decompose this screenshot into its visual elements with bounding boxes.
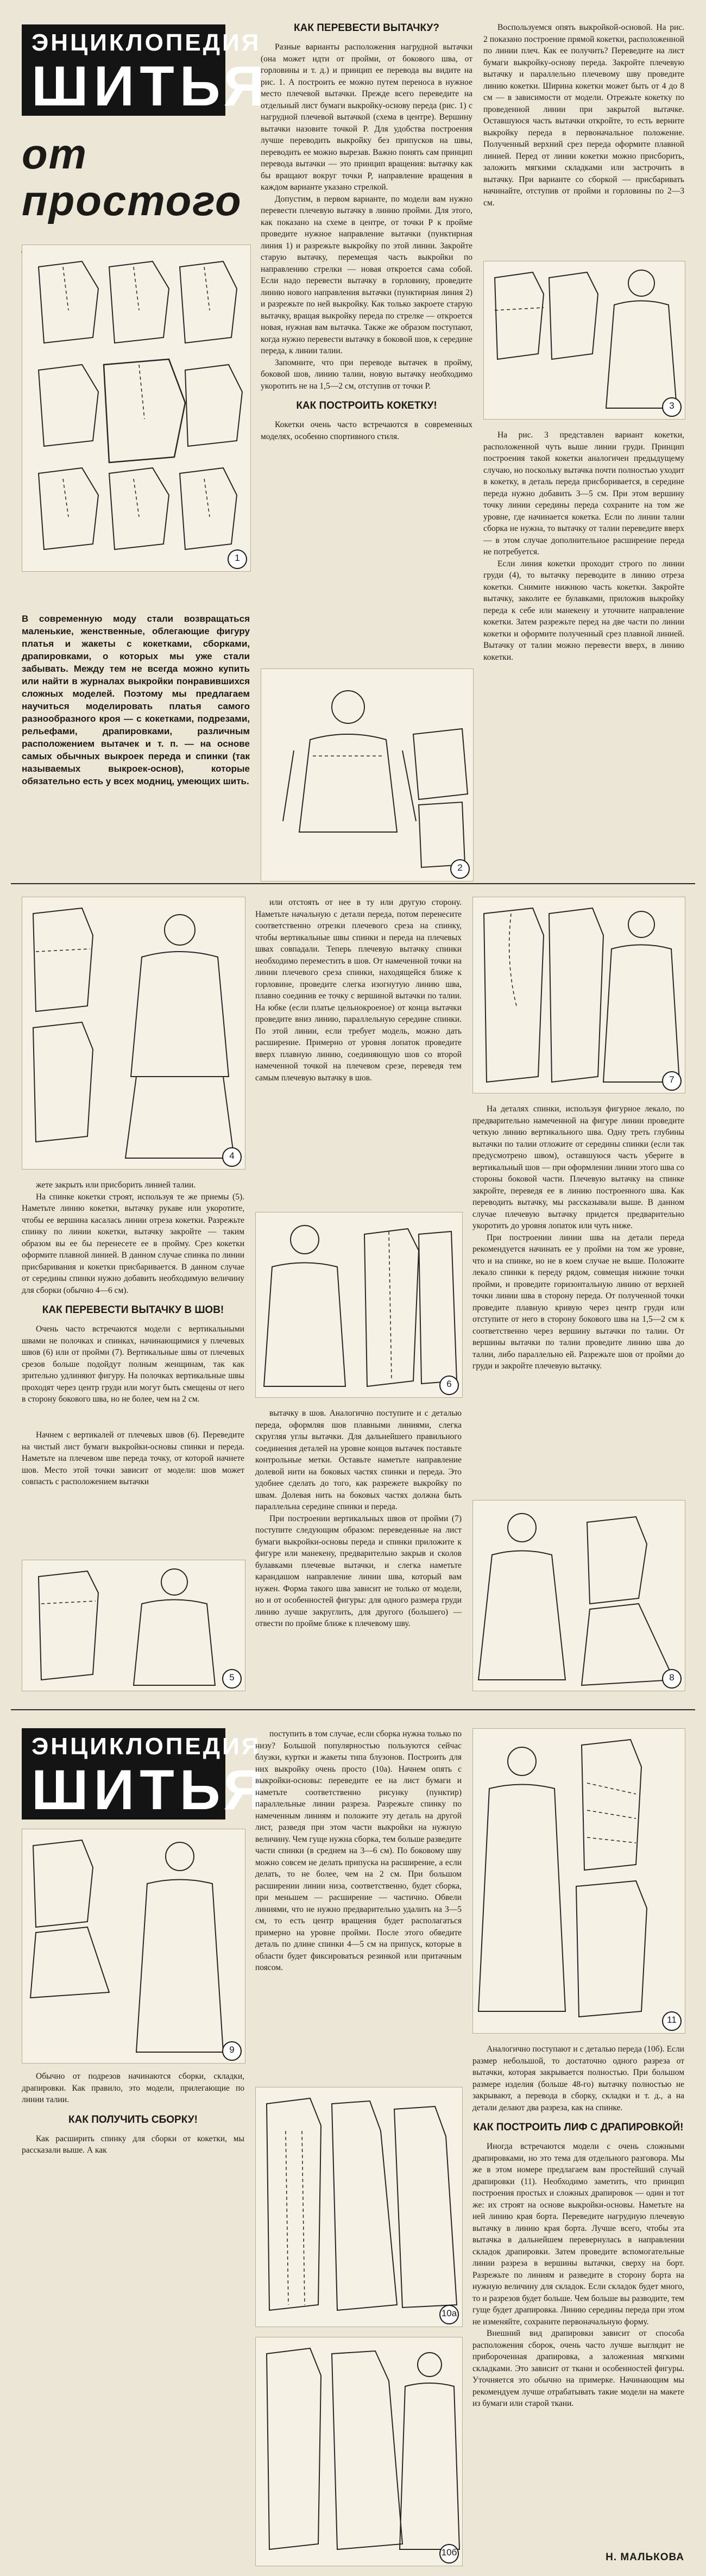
series-top-2: ЭНЦИКЛОПЕДИЯ [31,1733,261,1760]
column-middle-bottom [255,1728,462,2076]
figure-9 [22,1829,245,2064]
dart-paragraph-3: Запомните, что при переводе вытачек в пройму, боковой шов, линию талии, новую вытачку необходимо укоротить не на 1,5—2 см, отступив от точки Р. [261,358,472,391]
section-divider-2 [11,1709,695,1710]
author-signature: Н. МАЛЬКОВА [606,2552,684,2563]
figure-2 [261,668,474,881]
drapery-paragraph-2: Внешний вид драпировки зависит от способа расположения сборок, очень часто лучше выглядит не прибороченная драпировка, а заложенная мягкими складками. Это зависит от ткани и особенностей фигуры. Уточняется это обычно на примерке. Начинающим мы рекомендуем лучше отрабатывать такие модели на макете из бумаги или старой ткани. [472,2329,684,2408]
figure-7-drawing [473,897,685,1093]
figure-7 [472,897,685,1093]
figure-3-drawing [484,261,685,419]
series-bottom-2: ШИТЬЯ [31,1759,270,1822]
figure-6-number: 6 [439,1375,459,1395]
seam-paragraph-3: или отстоять от нее в ту или другую сторону. Наметьте начальную с детали переда, потом перенесите соответственно отрезки плечевого среза на спинку, чтобы вертикальные швы спинки и переда на плечевых швах совпадали. Теперь плечевую вытачку спинки необходимо переместить в шов. От намеченной точки на линии плечевого среза спинки, находящейся ближе к горловине, проведите слегка изогнутую линию шва, плавно соединив ее точку с вершиной вытачки по талии. На юбке (если платье цельнокроеное) от конца вытачки проведите вниз линию, параллельную середине спинки. По этой линии, если требует модель, можно дать расширение. Примерно от уровня лопаток проведите вверх плавную линию, соединяющую шов со второй намеченной точкой на плечевом срезе, переведя тем самым плечевую вытачку в шов. [255,898,462,1083]
drapery-paragraph-1: Иногда встречаются модели с очень сложными драпировками, но это тема для отдельного разговора. Мы же в этом номере предлагаем вам простейший случай драпировки (11). Необходимо заметить, что принцип построения простых и сложных драпировок — один и тот же: их строят на основе выкройки-основы. Наметьте на ней линию края борта. Переведите нагрудную плечевую вытачку в линию края борта. Лучше всего, чтобы эта вытачка в дальнейшем перевернулась в направлении складок драпировки. Затем проведите вспомогательные линии разреза в вершины вытачки, сверху на борт. Разрежьте по линиям и разведите в сторону борта на нужную величину для складок. Если складок будет много, то и разрезов будет больше. Чем больше вы разводите, тем гуще будет драпировка. Линию середины переда при этом не изменяйте, сохраните первоначальную форму. [472,2142,684,2327]
seam-paragraph-5: При построении вертикальных швов от пройми (7) поступите следующим образом: переведенные на лист бумаги выкройки-основы переда и спинки приложите к фигуре или манекену, предварительно закрыв и сколов булавками плечевые вытачки, и слегка наметьте карандашом направление линии шва, который вам нужен. Форма такого шва зависит не только от модели, но и от особенностей фигуры: для одного размера груди линию лучше закруглить, для другого (большего) — отвести по пройме ближе к плечевому шву. [255,1514,462,1628]
figure-7-number: 7 [662,1071,682,1091]
figure-8-number: 8 [662,1669,682,1689]
column-left-bottom [22,2071,244,2571]
figure-11-drawing [473,1729,685,2033]
figure-3-number: 3 [662,397,682,417]
figure-6 [255,1212,463,1398]
figure-9-number: 9 [222,2041,242,2061]
column-middle-middle [255,897,462,1201]
figure-11-number: 11 [662,2011,682,2031]
back-yoke-paragraph-1: жете закрыть или присборить линией талии. [36,1180,196,1190]
dart-paragraph-1: Разные варианты расположения нагрудной вытачки (она может идти от пройми, от бокового шва, от горловины и т. д.) и принцип ее перевода вы видите на рис. 1. А построить ее можно путем переноса в нужное место плечевой вытачки. Прежде всего переведите на отдельный лист бумаги выкройку-основу переда (рис. 1) с нагрудной плечевой вытачкой (схема в центре). Вершину вытачки назовите точкой Р. Для удобства построения лучше переводить выкройку без припусков на швы, переводить ее можно вырезав. Важно понять сам принцип перевода вытачки — это принцип вращения: вытачку как бы вращают вокруг точки Р, направление вращения в каждом варианте указано стрелкой. [261,42,472,192]
column-right-top [483,22,684,255]
figure-5 [22,1560,245,1691]
figure-2-number: 2 [450,859,470,879]
back-yoke-paragraph-2: На спинке кокетки строят, используя те же приемы (5). Наметьте линию кокетки, вытачку рукаве или укоротите, чтобы ее вершина касалась линии отреза кокетки. Разрежьте спинку по линии кокетки, вытачку закройте — таким образом вы ее бы перенесете ее в пройму. Срез кокетки оформите плавной линией. В данном случае спинка по линии присбаривания и кокетки присбаривается. В данном случае от середины спинки нужно добавить необходимую величину для сборки (обычно 4—6 см). [22,1192,244,1295]
column-middle-middle-2 [255,1408,462,1690]
column-right-bottom [483,429,684,886]
gather-paragraph-3: Аналогично поступают и с деталью переда (10б). Если размер небольшой, то достаточно одного разреза от вытачки, которая закрывается полностью. При большом размере изделия (больше 48-го) вытачку полностью не закрывают, а перевода в сборку, складки и т. д., а на детали делают два разреза, как на спинке. [472,2044,684,2112]
yoke-paragraph-2: Воспользуемся опять выкройкой-основой. На рис. 2 показано построение прямой кокетки, расположенной по линии плеч. Как ее получить? Переведите на лист бумаги выкройку-основу переда. Закройте плечевую вытачку и параллельно плечевому шву проведите линию кокетки. Ширина кокетки может быть от 4 до 8 см — в зависимости от модели. Отрежьте кокетку по проведенной линии при закрытой вытачке. Оставшуюся часть вытачки откройте, то есть верните выкройку переда в первоначальное положение. Полученный верхний срез переда оформите плавной линией. Перед от линии кокетки можно присборить, заложить мягкими складками или застрочить в вытачку. При варианте со сборкой — присбаривать начинайте, отступив от пройми и горловины по 2—3 см. [483,23,684,208]
figure-5-number: 5 [222,1669,242,1689]
column-right-bottom-2 [472,2043,684,2543]
figure-10a-number: 10а [439,2305,459,2324]
section-bottom [0,1717,706,2576]
figure-3 [483,261,685,420]
figure-2-drawing [261,669,473,881]
series-bottom: ШИТЬЯ [31,55,270,118]
section-middle [0,886,706,1701]
figure-10b-drawing [256,2337,462,2566]
figure-4 [22,897,245,1170]
figure-9-drawing [22,1829,245,2063]
seam-paragraph-2: Начнем с вертикалей от плечевых швов (6). Переведите на чистый лист бумаги выкройки-основы спинки и переда. Наметьте на плечевом шве переда точку, от которой начнете шов. Место этой точки зависит от модели: шов может совпасть с расположением вытачки [22,1430,244,1486]
figure-4-number: 4 [222,1147,242,1167]
heading-underbust: КАК ПОЛУЧИТЬ СБОРКУ! [68,2114,198,2125]
series-top: ЭНЦИКЛОПЕДИЯ [31,29,261,56]
figure-6-drawing [256,1212,462,1397]
seam-paragraph-7: При построении линии шва на детали переда рекомендуется начинать ее у пройми на том же уровне, что и на спинке, но не в коем случае не выше. Положите лекало спинки к переду рядом, совмещая нижние точки пройми, и проведите горизонтальную линию от верхней точки линии шва в сторону переда. От полученной точки проведите плавную кривую через центр груди или отступите от него в сторону бокового шва на 1,5—2 см к соответственно через вершину вытачки по талии. От вершины вытачки по талии проведите линию шва до талии, либо параллельно ей. Разрежьте шов от пройми до груди и закройте плечевую вытачку. [472,1233,684,1371]
figure-8 [472,1500,685,1691]
yoke-paragraph-1: Кокетки очень часто встречаются в современных моделях, особенно спортивного стиля. [261,420,472,441]
heading-dart: КАК ПЕРЕВЕСТИ ВЫТАЧКУ? [294,22,439,34]
heading-yoke: КАК ПОСТРОИТЬ КОКЕТКУ! [296,400,437,411]
seam-paragraph-4: вытачку в шов. Аналогично поступите и с деталью переда, оформляя шов плавными линиями, слегка скругляя углы вытачки. Для дальнейшего правильного соединения деталей на уровне концов вытачек поставьте контрольные метки. Оставьте наметьте направление долевой нити на боковых частях спинки и переда. Это удобнее сделать до того, как разрежете выкройку по швам. Долевая нить на боковых частях должна быть параллельна середине спинки и переда. [255,1409,462,1511]
intro-text: В современную моду стали возвращаться маленькие, женственные, облегающие фигуру платья и жакеты с кокетками, сборками, драпировками, о которых мы уже стали забывать. Между тем не всегда можно купить или найти в журналах выкройки понравившихся сложных моделей. Поэтому мы предлагаем научиться моделировать платья самого разнообразного кроя — с кокетками, подрезами, рельефами, драпировками, различным расположением вытачек и т. п. — на основе самых обычных выкроек переда и спинки (так называемых выкроек-основ), которые обязательно есть у всех модниц, умеющих шить. [22,614,250,786]
figure-10a [255,2087,463,2327]
figure-4-drawing [22,897,245,1169]
figure-1-drawing [22,245,250,571]
underbust-paragraph-1: Как расширить спинку для сборки от кокетки, мы рассказали выше. А как [22,2134,244,2155]
column-left-middle-2 [22,1429,244,1554]
figure-1 [22,245,251,572]
title-line1: от простого [22,130,242,224]
seam-paragraph-6: На деталях спинки, используя фигурное лекало, по предварительно намеченной на фигуре линии проведите четкую линию вертикального шва. Одну треть глубины вытачки по талии отложите от середины спинки (если так предусмотрено швом), оставшуюся часть уберите в вертикальный шов — при оформлении линии этого шва со стороны боковой части. Плечевую вытачку на спинке закройте, переведя ее в линию построенного шва. Как переводить вытачку, мы рассказывали выше. В данном случае плечевую вытачку придется предварительно укоротить до уровня лопаток или чуть ниже. [472,1104,684,1230]
figure-11 [472,1728,685,2034]
figure-8-drawing [473,1500,685,1691]
heading-drapery: КАК ПОСТРОИТЬ ЛИФ С ДРАПИРОВКОЙ! [473,2122,684,2133]
seam-paragraph-1: Очень часто встречаются модели с вертикальными швами не полочках и спинках, начинающимися у плечевых швов (6) или от пройми (7). Вертикальные швы от плечевых срезов больше подойдут полным женщинам, так как зрительно удлиняют фигуру. На полочках вертикальные швы проходят через центр груди или могут быть смещены от него в сторону бокового шва, но не более, чем на 2 см. [22,1324,244,1404]
section-top [0,0,706,891]
column-left-middle [22,1179,244,1429]
figure-10b [255,2337,463,2566]
heading-seam: КАК ПЕРЕВЕСТИ ВЫТАЧКУ В ШОВ! [42,1304,224,1316]
header-banner [22,24,270,118]
figure-10b-number: 10б [439,2544,459,2564]
section-divider-1 [11,883,695,884]
gather-paragraph-2: поступить в том случае, если сборка нужна только по низу? Большой популярностью пользуются сейчас блузки, куртки и жакеты типа блузонов. Построить для них выкройку очень просто (10а). Начнем опять с выкройки-основы: переведите ее на лист бумаги и наметьте соответственно рисунку (пунктир) параллельные линии разреза. Разрежьте спинку по намеченным линиям и положите эту деталь на другой лист, разведя при этом части выкройки на нужную величину. Чем гуще нужна сборка, тем больше разведите части спинки (в среднем на 3—6 см). По боковому шву можно совсем не делать припуска на расширение, а если делать, то не более, чем на 2 см. При большом расширении линии низа, соответственно, будет сборка, при меньшем — расширение — частично. Обвели линиями, что не нужно предварительно удалить на 3—5 см, то есть центр вращения будет располагаться примерно на уровне пройми. После этого обведите деталь по длине спинки 4—5 см на припуск, которые в области будет фиксироваться резинкой или притачным поясом. [255,1729,462,1972]
yoke-paragraph-3: На рис. 3 представлен вариант кокетки, расположенной чуть выше линии груди. Принцип построения такой кокетки аналогичен предыдущему случаю, но поскольку вытачка почти полностью уходит в кокетку, в деталь переда присборивается, в середине переда нужно добавить 3—5 см. При этом вершину точку линии середины переда сохраните на том же уровне, где начинается кокетка. Если по линии талии сборка не нужна, то вытачку от талии переведите вверх — в этом случае дополнительное расширение переда не потребуется. [483,430,684,557]
figure-10a-drawing [256,2087,462,2327]
figure-1-number: 1 [228,549,247,569]
seam-paragraph-8: Обычно от подрезов начинаются сборки, складки, драпировки. Как правило, это модели, прилегающие по линии талии. [22,2072,244,2104]
yoke-paragraph-4: Если линия кокетки проходит строго по линии груди (4), то вытачку переводите в линию отреза кокетки. Снимите нижнюю часть кокетки. Закройте вытачку, заколите ее булавками, приложив выкройку переда к себе или манекену и уточните направление кокетки. Затем разрежьте перед на две части по линии кокетки и оформите полученный срез плавной линией. Вытачку от талии можно перевести вверх, в линию кокетки. [483,559,684,662]
intro-column [22,603,250,875]
header-banner-2 [22,1728,270,1822]
dart-paragraph-2: Допустим, в первом варианте, по модели вам нужно перевести плечевую вытачку в линию пройми. Для этого, как показано на схеме в центре, от точки Р к пройме проведите нужное направление вытачки (пунктирная линия 1) и разрежьте выкройку по этой линии. Закройте старую вытачку, перемещая часть выкройки по направлению стрелки — новая откроется сама собой. Если надо перевести вытачку в горловину, проведите линию нового направления вытачки (пунктирная линия 2) и разрежьте по ней выкройку. Как только закроете старую вытачку, вращая выкройку переда по стрелке — откроется новая, нужная вам вытачка. Также же образом поступают, когда нужно перевести вытачку в боковой шов, к середине переда, к линии талии. [261,194,472,355]
figure-5-drawing [22,1560,245,1691]
